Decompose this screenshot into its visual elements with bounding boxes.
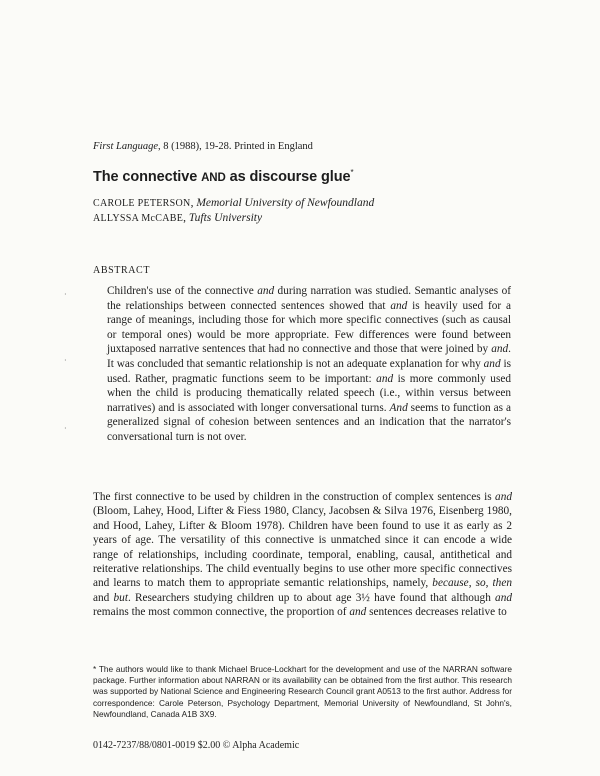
footnote-text: The authors would like to thank Michael Bruce-Lockhart for the development and use of the NARRAN software package. Further information about NARRAN or its availability can be obtained from the first author. This research was supported by National Science and Engineering Research Council grant A0513 to the first author. Address for correspondence: Carole Peterson, Psychology Department, Memorial University of Newfoundland, St John's, Newfoundland, Canada A1B 3X9. bbox=[93, 664, 512, 719]
author-1: CAROLE PETERSON, Memorial University of Newfoundland bbox=[93, 197, 375, 209]
author-list bbox=[93, 196, 374, 226]
footnote bbox=[93, 664, 512, 720]
journal-citation bbox=[93, 141, 313, 152]
author-1-affiliation: Memorial University of Newfoundland bbox=[196, 197, 375, 209]
scan-speck: · bbox=[64, 356, 67, 365]
abstract-heading: ABSTRACT bbox=[93, 265, 151, 276]
author-2-name: ALLYSSA McCABE bbox=[93, 213, 184, 224]
journal-name: First Language bbox=[93, 141, 159, 152]
author-2-affiliation: Tufts University bbox=[188, 212, 263, 224]
title-post: as discourse glue bbox=[225, 168, 351, 185]
title-pre: The connective bbox=[93, 168, 202, 185]
article-title bbox=[93, 168, 353, 185]
title-connective: AND bbox=[201, 171, 226, 184]
body-paragraph: The first connective to be used by children in the construction of complex sentences is and (Bloom, Lahey, Hood, Lifter & Fiess 1980, Clancy, Jacobsen & Silva 1976, Eisenberg 1980, and Hood, Lahey, Lifter & Bloom 1978). Children have been found to use it as early as 2 years of age. The versatility of this connective is unmatched since it can encode a wide range of relationships, including coordinate, temporal, enabling, causal, antithetical and reiterative relationships. The child eventually begins to use other more specific connectives and learns to match them to appropriate semantic relationships, namely, because, so, then and but. Researchers studying children up to about age 3½ have found that although and remains the most common connective, the proportion of and sentences decreases relative to bbox=[93, 491, 512, 619]
abstract-text: Children's use of the connective and during narration was studied. Semantic analyses of the relationships between connected sentences showed that and is heavily used for a range of meanings, including those for which more specific connectives (such as causal or temporal ones) would be more appropriate. Few differences were found between juxtaposed narrative sentences that had no connective and those that were joined by and. It was concluded that semantic relationship is not an adequate explanation for why and is used. Rather, pragmatic functions seem to be important: and is more commonly used when the child is producing thematically related speech (i.e., within versus between narratives) and is associated with longer conversational turns. And seems to function as a generalized signal of cohesion between sentences and an indication that the narrator's conversational turn is not over. bbox=[107, 285, 512, 443]
footnote-mark: * bbox=[93, 664, 97, 674]
author-2: ALLYSSA McCABE, Tufts University bbox=[93, 212, 263, 224]
issn-line: 0142-7237/88/0801-0019 $2.00 © Alpha Academic bbox=[93, 740, 300, 751]
title-footnote-mark: * bbox=[350, 168, 354, 177]
scan-speck: · bbox=[64, 424, 67, 433]
scan-speck: · bbox=[64, 290, 67, 299]
author-1-name: CAROLE PETERSON bbox=[93, 198, 191, 209]
journal-details: , 8 (1988), 19-28. Printed in England bbox=[158, 141, 313, 152]
